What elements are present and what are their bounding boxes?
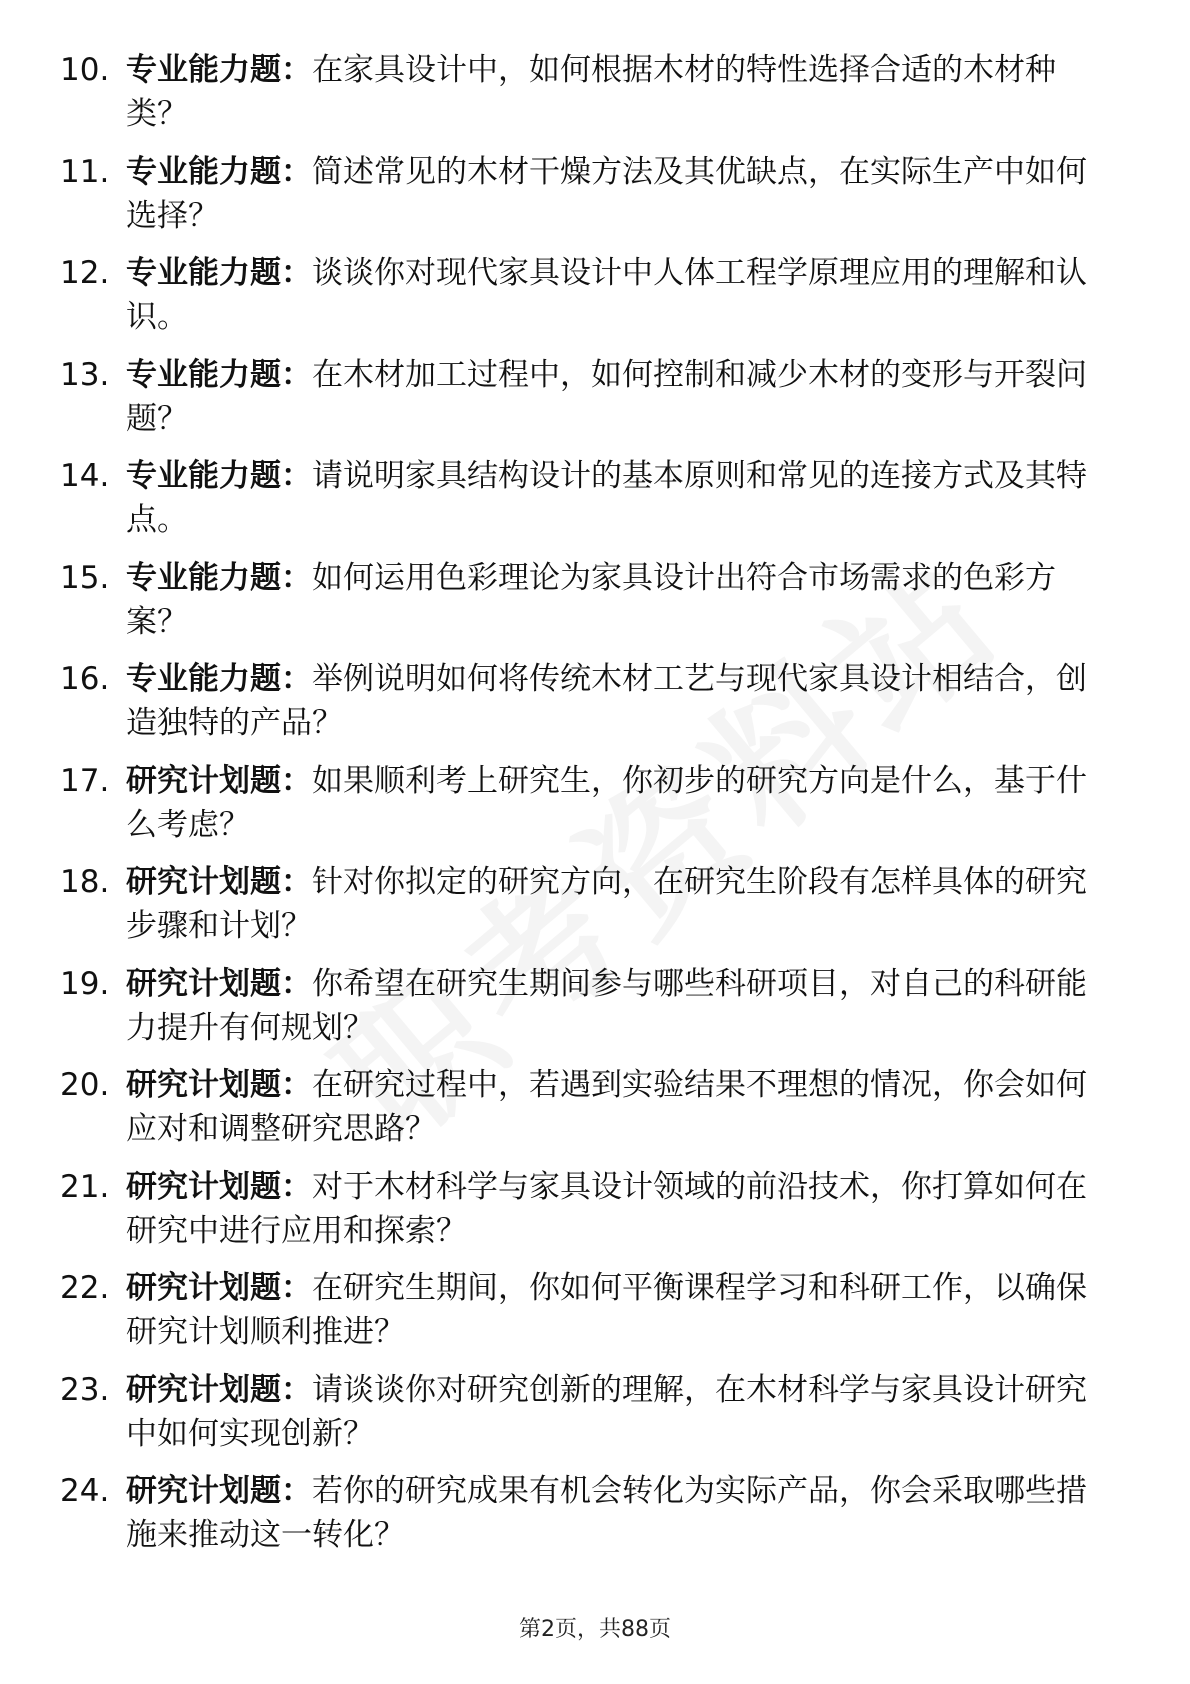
question-number: 12.	[60, 255, 110, 291]
list-item	[60, 954, 1110, 1056]
list-item	[60, 548, 1110, 650]
page-number-label: 第2页，共88页	[519, 1617, 671, 1642]
question-body	[126, 962, 1110, 1050]
question-body	[126, 657, 1110, 745]
list-item	[60, 852, 1110, 954]
question-text: 请说明家具结构设计的基本原则和常见的连接方式及其特点。	[126, 458, 1087, 538]
list-item	[60, 1055, 1110, 1157]
question-text: 谈谈你对现代家具设计中人体工程学原理应用的理解和认识。	[126, 255, 1087, 335]
question-text: 对于木材科学与家具设计领域的前沿技术，你打算如何在研究中进行应用和探索？	[126, 1168, 1087, 1249]
question-text: 如果顺利考上研究生，你初步的研究方向是什么，基于什么考虑？	[126, 762, 1087, 843]
question-body	[126, 860, 1110, 948]
question-text: 在家具设计中，如何根据木材的特性选择合适的木材种类？	[126, 52, 1056, 132]
question-category: 研究计划题：	[126, 1067, 312, 1103]
page-footer	[0, 1612, 1190, 1643]
question-number: 14.	[60, 458, 110, 494]
question-category: 研究计划题：	[126, 965, 312, 1002]
question-body	[126, 454, 1110, 542]
question-body	[126, 353, 1110, 441]
question-text: 在研究生期间，你如何平衡课程学习和科研工作，以确保研究计划顺利推进？	[126, 1270, 1087, 1350]
list-item	[60, 751, 1110, 853]
question-text: 如何运用色彩理论为家具设计出符合市场需求的色彩方案？	[126, 559, 1056, 640]
question-number: 20.	[60, 1067, 110, 1103]
question-number: 13.	[60, 356, 110, 393]
list-item	[60, 446, 1110, 548]
list-item	[60, 649, 1110, 751]
question-number: 23.	[60, 1371, 110, 1408]
question-text: 若你的研究成果有机会转化为实际产品，你会采取哪些措施来推动这一转化？	[126, 1473, 1087, 1553]
list-item	[60, 142, 1110, 244]
question-category: 专业能力题：	[126, 559, 312, 596]
question-number: 10.	[60, 52, 110, 88]
question-text: 在木材加工过程中，如何控制和减少木材的变形与开裂问题？	[126, 356, 1087, 437]
question-category: 研究计划题：	[126, 762, 312, 799]
question-text: 在研究过程中，若遇到实验结果不理想的情况，你会如何应对和调整研究思路？	[126, 1067, 1087, 1147]
question-category: 研究计划题：	[126, 1270, 312, 1306]
question-category: 研究计划题：	[126, 1168, 312, 1205]
question-body	[126, 48, 1110, 136]
list-item	[60, 1157, 1110, 1259]
list-item	[60, 1258, 1110, 1360]
question-body	[126, 556, 1110, 644]
question-body	[126, 1266, 1110, 1354]
list-item	[60, 243, 1110, 345]
question-body	[126, 251, 1110, 339]
question-number: 11.	[60, 153, 110, 190]
question-number: 16.	[60, 661, 110, 697]
question-body	[126, 1063, 1110, 1151]
question-number: 22.	[60, 1270, 110, 1306]
question-number: 19.	[60, 965, 110, 1002]
question-number: 18.	[60, 864, 110, 900]
question-category: 专业能力题：	[126, 255, 312, 291]
list-item	[60, 345, 1110, 447]
question-body	[126, 1469, 1110, 1557]
list-item	[60, 1461, 1110, 1563]
question-category: 专业能力题：	[126, 661, 312, 697]
question-category: 专业能力题：	[126, 458, 312, 494]
question-text: 举例说明如何将传统木材工艺与现代家具设计相结合，创造独特的产品？	[126, 661, 1087, 741]
question-body	[126, 1165, 1110, 1253]
question-number: 15.	[60, 559, 110, 596]
question-text: 简述常见的木材干燥方法及其优缺点，在实际生产中如何选择？	[126, 153, 1087, 234]
question-category: 研究计划题：	[126, 864, 312, 900]
question-category: 研究计划题：	[126, 1371, 312, 1408]
question-category: 研究计划题：	[126, 1473, 312, 1509]
question-number: 24.	[60, 1473, 110, 1509]
question-category: 专业能力题：	[126, 356, 312, 393]
question-number: 21.	[60, 1168, 110, 1205]
question-list	[60, 40, 1110, 1563]
question-category: 专业能力题：	[126, 153, 312, 190]
list-item	[60, 1360, 1110, 1462]
question-body	[126, 759, 1110, 847]
question-body	[126, 1368, 1110, 1456]
list-item	[60, 40, 1110, 142]
question-number: 17.	[60, 762, 110, 799]
question-category: 专业能力题：	[126, 52, 312, 88]
question-text: 你希望在研究生期间参与哪些科研项目，对自己的科研能力提升有何规划？	[126, 965, 1087, 1046]
question-text: 针对你拟定的研究方向，在研究生阶段有怎样具体的研究步骤和计划？	[126, 864, 1087, 944]
question-body	[126, 150, 1110, 238]
question-text: 请谈谈你对研究创新的理解，在木材科学与家具设计研究中如何实现创新？	[126, 1371, 1087, 1452]
